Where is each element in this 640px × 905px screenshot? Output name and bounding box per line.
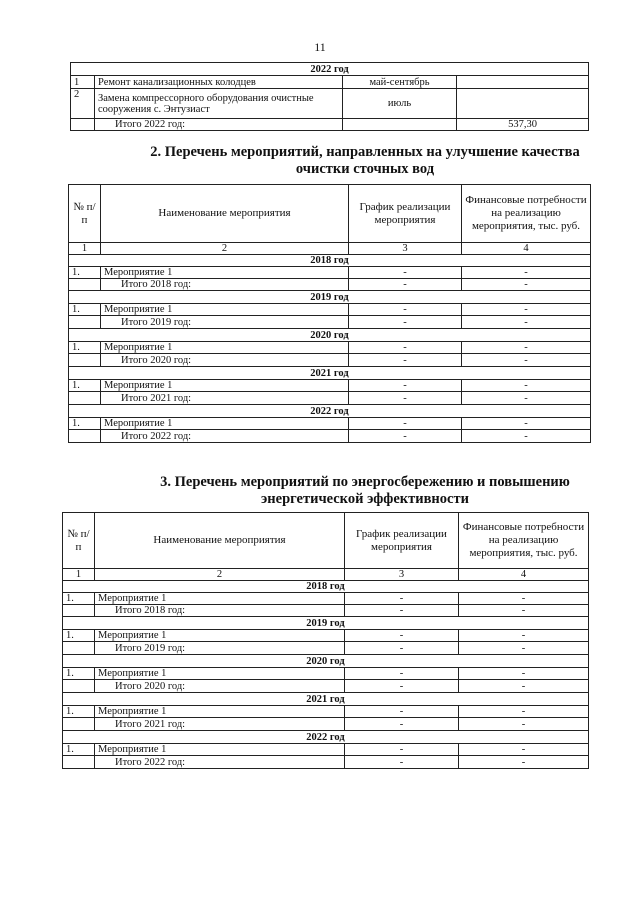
row-number: 1. <box>63 630 95 642</box>
total-row <box>69 392 591 405</box>
year-header: 2019 год <box>69 291 591 304</box>
total-label: Итого 2018 год: <box>101 279 349 291</box>
col-number: 4 <box>462 243 591 255</box>
schedule-cell: - <box>349 342 462 354</box>
finance-cell: - <box>462 304 591 316</box>
top-table <box>70 62 589 131</box>
total-label: Итого 2019 год: <box>101 316 349 329</box>
table-row <box>69 380 591 392</box>
total-row <box>69 316 591 329</box>
total-row <box>69 279 591 291</box>
row-number: 1. <box>63 706 95 718</box>
col-number: 2 <box>101 243 349 255</box>
activity-name: Мероприятие 1 <box>101 267 349 279</box>
col-number: 2 <box>95 569 345 581</box>
finance-cell: - <box>462 392 591 405</box>
table-row <box>71 76 589 89</box>
schedule-cell: - <box>345 680 459 693</box>
schedule-cell: - <box>345 756 459 769</box>
table-row <box>69 267 591 279</box>
activity-name: Мероприятие 1 <box>95 668 345 680</box>
total-label: Итого 2020 год: <box>101 354 349 367</box>
page-number: 11 <box>314 40 326 54</box>
table-row <box>63 630 589 642</box>
year-header: 2018 год <box>69 255 591 267</box>
total-label: Итого 2021 год: <box>101 392 349 405</box>
finance-cell <box>457 76 589 89</box>
total-row <box>63 680 589 693</box>
activity-name: Мероприятие 1 <box>101 380 349 392</box>
header-finance: Финансовые потребности на реализацию мероприятия, тыс. руб. <box>459 513 589 569</box>
col-number: 4 <box>459 569 589 581</box>
header-finance: Финансовые потребности на реализацию мероприятия, тыс. руб. <box>462 185 591 243</box>
total-label: Итого 2019 год: <box>95 642 345 655</box>
finance-cell: - <box>462 380 591 392</box>
header-num: № п/п <box>63 513 95 569</box>
total-row <box>63 605 589 617</box>
row-number: 2 <box>71 89 95 119</box>
schedule-cell: - <box>345 642 459 655</box>
year-header: 2021 год <box>69 367 591 380</box>
schedule-cell: июль <box>343 89 457 119</box>
activity-name: Мероприятие 1 <box>95 593 345 605</box>
row-number: 1. <box>63 593 95 605</box>
total-label: Итого 2022 год: <box>95 756 345 769</box>
year-header: 2020 год <box>69 329 591 342</box>
table-row <box>69 304 591 316</box>
year-header: 2020 год <box>63 655 589 668</box>
table-row <box>63 706 589 718</box>
finance-cell: - <box>462 316 591 329</box>
total-row <box>69 354 591 367</box>
col-number: 3 <box>345 569 459 581</box>
finance-cell <box>457 89 589 119</box>
finance-cell: - <box>459 642 589 655</box>
finance-cell: - <box>459 756 589 769</box>
table-section-3 <box>62 512 589 769</box>
schedule-cell: - <box>349 267 462 279</box>
total-label: Итого 2021 год: <box>95 718 345 731</box>
schedule-cell: - <box>349 392 462 405</box>
table-row <box>71 89 589 119</box>
schedule-cell: - <box>349 354 462 367</box>
total-row <box>63 756 589 769</box>
header-schedule: График реализации мероприятия <box>345 513 459 569</box>
total-label: Итого 2020 год: <box>95 680 345 693</box>
section-2-title: 2. Перечень мероприятий, направленных на улучшение качества очистки сточных вод <box>150 144 580 177</box>
header-schedule: График реализации мероприятия <box>349 185 462 243</box>
table-row <box>69 342 591 354</box>
row-number: 1. <box>69 267 101 279</box>
activity-name: Мероприятие 1 <box>95 744 345 756</box>
total-row <box>69 430 591 443</box>
finance-cell: - <box>459 630 589 642</box>
activity-name: Замена компрессорного оборудования очистные сооружения с. Энтузиаст <box>95 89 343 119</box>
schedule-cell: - <box>345 605 459 617</box>
finance-cell: - <box>462 430 591 443</box>
header-name: Наименование мероприятия <box>95 513 345 569</box>
schedule-cell: - <box>349 418 462 430</box>
schedule-cell: - <box>345 744 459 756</box>
finance-cell: - <box>462 418 591 430</box>
schedule-cell: - <box>349 430 462 443</box>
total-row <box>63 642 589 655</box>
table-row <box>69 418 591 430</box>
col-number: 1 <box>69 243 101 255</box>
year-header: 2022 год <box>69 405 591 418</box>
schedule-cell: - <box>345 630 459 642</box>
schedule-cell: - <box>349 304 462 316</box>
row-number: 1. <box>69 304 101 316</box>
finance-cell: - <box>462 279 591 291</box>
finance-cell: - <box>459 744 589 756</box>
schedule-cell: - <box>345 668 459 680</box>
activity-name: Мероприятие 1 <box>101 418 349 430</box>
year-header: 2022 год <box>71 63 589 76</box>
column-numbers-row <box>63 569 589 581</box>
finance-cell: - <box>462 267 591 279</box>
year-header: 2021 год <box>63 693 589 706</box>
schedule-cell: - <box>345 593 459 605</box>
col-number: 3 <box>349 243 462 255</box>
finance-cell: - <box>462 342 591 354</box>
activity-name: Мероприятие 1 <box>101 342 349 354</box>
finance-cell: - <box>462 354 591 367</box>
table-row <box>63 744 589 756</box>
table-row <box>63 593 589 605</box>
schedule-cell: - <box>345 718 459 731</box>
schedule-cell: - <box>345 706 459 718</box>
total-label: Итого 2018 год: <box>95 605 345 617</box>
finance-cell: - <box>459 593 589 605</box>
table-section-2 <box>68 184 591 443</box>
year-header: 2022 год <box>63 731 589 744</box>
schedule-cell: - <box>349 279 462 291</box>
year-header: 2019 год <box>63 617 589 630</box>
row-number: 1. <box>69 380 101 392</box>
row-number: 1. <box>63 668 95 680</box>
activity-name: Мероприятие 1 <box>95 630 345 642</box>
year-header: 2018 год <box>63 581 589 593</box>
finance-cell: - <box>459 605 589 617</box>
activity-name: Мероприятие 1 <box>101 304 349 316</box>
activity-name: Мероприятие 1 <box>95 706 345 718</box>
finance-cell: - <box>459 706 589 718</box>
column-numbers-row <box>69 243 591 255</box>
total-row <box>63 718 589 731</box>
activity-name: Ремонт канализационных колодцев <box>95 76 343 89</box>
row-number: 1 <box>71 76 95 89</box>
header-name: Наименование мероприятия <box>101 185 349 243</box>
total-row <box>71 119 589 131</box>
total-value: 537,30 <box>457 119 589 131</box>
finance-cell: - <box>459 718 589 731</box>
finance-cell: - <box>459 680 589 693</box>
table-row <box>63 668 589 680</box>
row-number: 1. <box>69 418 101 430</box>
finance-cell: - <box>459 668 589 680</box>
header-num: № п/п <box>69 185 101 243</box>
row-number: 1. <box>69 342 101 354</box>
total-label: Итого 2022 год: <box>101 430 349 443</box>
row-number: 1. <box>63 744 95 756</box>
schedule-cell: май-сентябрь <box>343 76 457 89</box>
section-3-title: 3. Перечень мероприятий по энергосбережению и повышению энергетической эффективности <box>160 474 570 507</box>
col-number: 1 <box>63 569 95 581</box>
schedule-cell: - <box>349 316 462 329</box>
schedule-cell: - <box>349 380 462 392</box>
total-label: Итого 2022 год: <box>95 119 343 131</box>
